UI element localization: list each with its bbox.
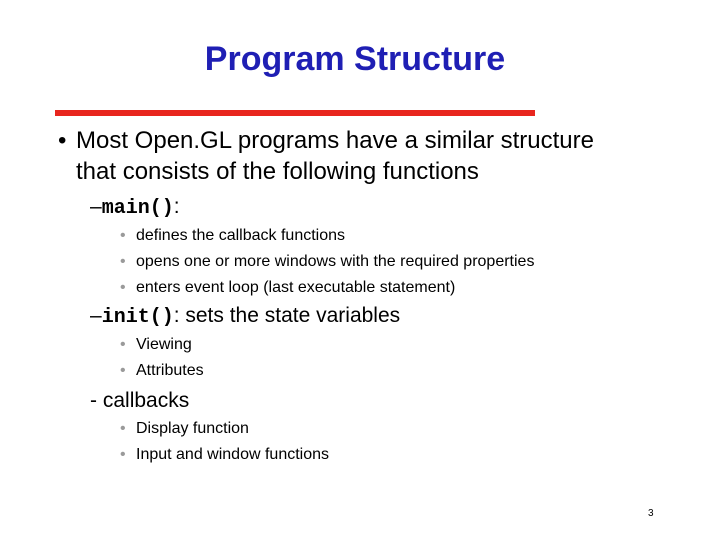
list-item-text: Attributes [136,362,204,379]
list-item-text: Input and window functions [136,446,330,463]
section-init [90,303,400,331]
list-item-text: defines the callback functions [136,227,346,244]
code-init: init() [101,306,174,329]
section-dash: - [90,389,97,412]
list-item [120,335,192,355]
sub-bullet-marker: • [120,227,126,244]
sub-bullet-marker: • [120,420,126,437]
list-item-text: Viewing [136,336,192,353]
section-callbacks [90,388,189,414]
section-suffix: : sets the state variables [173,304,401,327]
code-main: main() [101,197,174,220]
main-bullet [58,126,594,156]
slide-title: Program Structure [204,40,506,78]
section-suffix: callbacks [102,389,190,412]
list-item-text: Display function [136,420,249,437]
list-item-text: opens one or more windows with the required properties [136,253,535,270]
sub-bullet-marker: • [120,279,126,296]
page-number: 3 [648,508,654,519]
main-bullet-line-2: that consists of the following functions [76,158,479,185]
sub-bullet-marker: • [120,446,126,463]
sub-bullet-marker: • [120,253,126,270]
main-bullet-line-1: Most Open.GL programs have a similar structure [76,127,594,154]
list-item [120,278,455,298]
section-main [90,194,180,222]
list-item [120,445,329,465]
sub-bullet-marker: • [120,336,126,353]
section-dash: – [90,195,102,218]
list-item [120,361,204,381]
list-item [120,226,345,246]
title-underline [55,110,535,116]
sub-bullet-marker: • [120,362,126,379]
list-item-text: enters event loop (last executable statement) [136,279,456,296]
list-item [120,252,534,272]
list-item [120,419,249,439]
bullet-marker: • [58,127,67,154]
section-suffix: : [173,195,180,218]
section-dash: – [90,304,102,327]
